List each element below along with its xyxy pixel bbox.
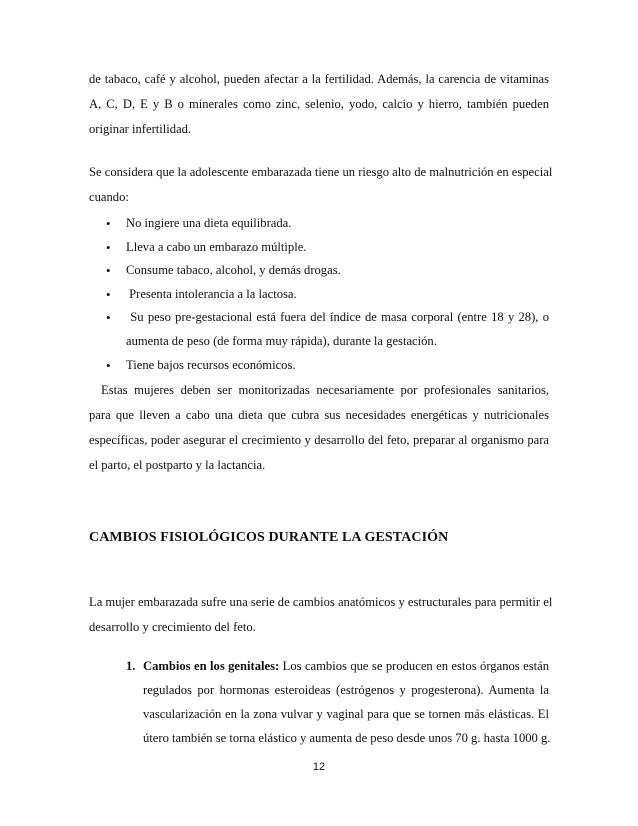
text-line: La mujer embarazada sufre una serie de cambios anatómicos y estructurales para permitir el — [89, 595, 553, 609]
section-heading: CAMBIOS FISIOLÓGICOS DURANTE LA GESTACIÓN — [89, 530, 449, 545]
bullet-icon: • — [106, 310, 111, 326]
text-line: regulados por hormonas esteroideas (estrógenos y progesterona). Aumenta la — [143, 683, 549, 697]
list-item: • Presenta intolerancia a la lactosa. — [89, 283, 549, 307]
paragraph-changes-intro — [89, 590, 553, 640]
item-title: Cambios en los genitales: — [143, 659, 280, 673]
paragraph-fertility — [89, 67, 549, 142]
text-line: originar infertilidad. — [89, 122, 192, 136]
text-line: de tabaco, café y alcohol, pueden afectar a la fertilidad. Además, la carencia de vitaminas — [89, 72, 549, 86]
text-line: A, C, D, E y B o minerales como zinc, selenio, yodo, calcio y hierro, también pueden — [89, 97, 549, 111]
bullet-icon: • — [106, 263, 111, 279]
text-line: vascularización en la zona vulvar y vaginal para que se tornen más elásticas. El — [143, 707, 549, 721]
text-line: específicas, poder asegurar el crecimiento y desarrollo del feto, preparar al organismo para — [89, 433, 549, 447]
bullet-icon: • — [106, 286, 111, 302]
list-item: • Consume tabaco, alcohol, y demás drogas. — [89, 259, 549, 283]
risk-factor-list — [89, 212, 553, 377]
bullet-icon: • — [106, 357, 111, 373]
text-line: Estas mujeres deben ser monitorizadas necesariamente por profesionales sanitarios, — [101, 383, 549, 397]
text-line: el parto, el postparto y la lactancia. — [89, 458, 266, 472]
text-line: cuando: — [89, 190, 129, 204]
text-line: útero también se torna elástico y aumenta de peso desde unos 70 g. hasta 1000 g. — [143, 731, 551, 745]
page-number: 12 — [312, 761, 326, 773]
paragraph-risk-intro — [89, 160, 553, 210]
list-item: • Tiene bajos recursos económicos. — [89, 354, 549, 378]
bullet-icon: • — [106, 216, 111, 231]
text-line: Se considera que la adolescente embarazada tiene un riesgo alto de malnutrición en especial — [89, 165, 553, 179]
bullet-icon: • — [106, 239, 111, 255]
text-line: para que lleven a cabo una dieta que cubra sus necesidades energéticas y nutricionales — [89, 408, 549, 422]
text-line: Cambios en los genitales: Los cambios que se producen en estos órganos están — [143, 659, 549, 673]
list-item: • Lleva a cabo un embarazo múltiple. — [89, 236, 549, 260]
item-number: 1. — [126, 659, 136, 673]
numbered-item-genitals — [126, 654, 549, 750]
list-item: • Su peso pre-gestacional está fuera del índice de masa corporal (entre 18 y 28), o aumenta de peso (de forma muy rápida), durante la gestación. — [89, 306, 549, 353]
list-item: • No ingiere una dieta equilibrada. — [89, 212, 549, 236]
text-line: desarrollo y crecimiento del feto. — [89, 620, 256, 634]
paragraph-monitoring — [89, 378, 549, 478]
